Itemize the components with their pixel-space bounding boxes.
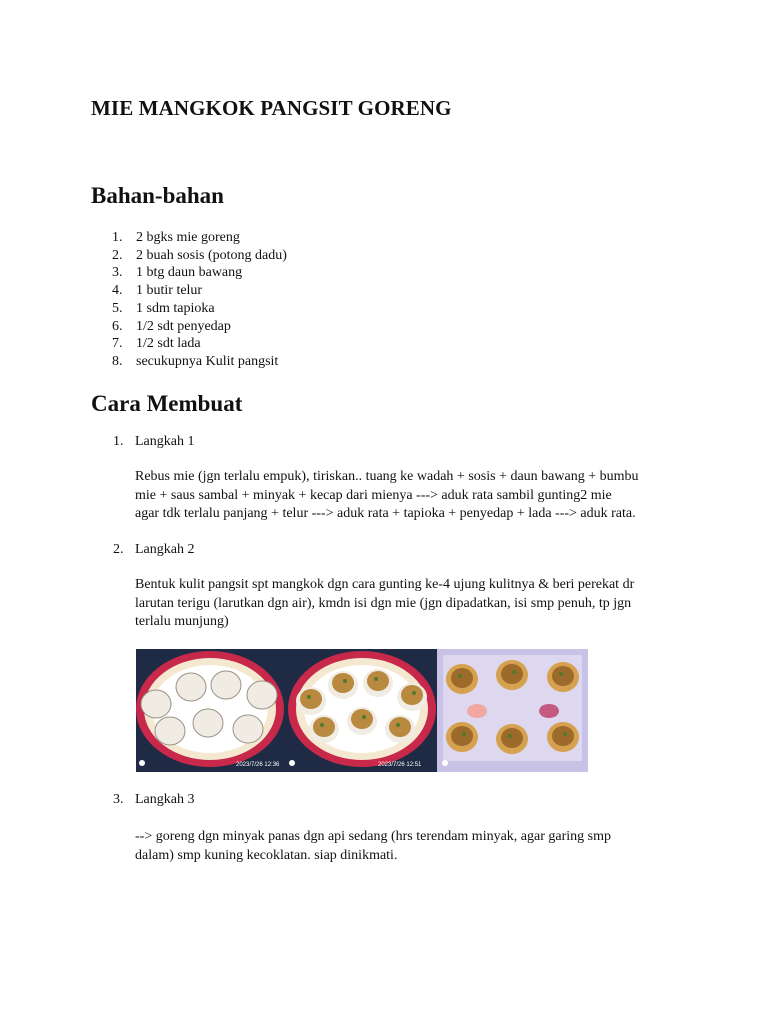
- list-number: 6.: [112, 318, 123, 334]
- photo-fried-cups: [437, 649, 588, 772]
- ingredient-text: 1 butir telur: [136, 283, 203, 299]
- method-heading: Cara Membuat: [91, 391, 243, 416]
- recipe-title: MIE MANGKOK PANGSIT GORENG: [91, 96, 452, 120]
- step-number: 3.: [113, 792, 124, 807]
- ingredient-item: [100, 247, 287, 265]
- step-number: 1.: [113, 434, 124, 449]
- ingredient-text: secukupnya Kulit pangsit: [136, 353, 279, 369]
- ingredient-item: [100, 335, 287, 353]
- step-label: [113, 792, 194, 808]
- step-label: [113, 542, 194, 558]
- step-description: [135, 828, 695, 865]
- step-text-line: agar tdk terlalu panjang + telur ---> aduk rata + tapioka + penyedap + lada ---> aduk rata.: [135, 506, 636, 521]
- list-number: 5.: [112, 300, 123, 316]
- step-title: Langkah 3: [135, 792, 195, 807]
- ingredients-list: [100, 229, 287, 371]
- photo-timestamp: 2023/7/26 12:51: [378, 762, 422, 768]
- ingredient-item: [100, 318, 287, 336]
- ingredient-text: 1/2 sdt penyedap: [136, 318, 231, 334]
- ingredient-item: [100, 229, 287, 247]
- step-text-line: larutan terigu (larutkan dgn air), kmdn isi dgn mie (jgn dipadatkan, isi smp penuh, tp jgn: [135, 595, 632, 611]
- photo-empty-wrappers: [136, 649, 286, 772]
- ingredient-text: 2 buah sosis (potong dadu): [136, 247, 287, 263]
- list-number: 3.: [112, 265, 123, 281]
- step-text-line: mie + saus sambal + minyak + kecap dari mienya ---> aduk rata sambil gunting2 mie: [135, 487, 612, 503]
- step-text-line: terlalu munjung): [135, 614, 229, 629]
- step-description: [135, 468, 695, 524]
- photo-filled-cups: [286, 649, 437, 772]
- ingredient-item: [100, 264, 287, 282]
- step-number: 2.: [113, 542, 124, 557]
- ingredient-text: 1 sdm tapioka: [136, 300, 215, 316]
- step-description: [135, 576, 695, 632]
- list-number: 2.: [112, 247, 123, 263]
- ingredient-text: 2 bgks mie goreng: [136, 230, 240, 245]
- step-text-line: Rebus mie (jgn terlalu empuk), tiriskan.. tuang ke wadah + sosis + daun bawang + bumbu: [135, 469, 639, 484]
- step-title: Langkah 2: [135, 542, 195, 557]
- step-label: [113, 434, 194, 450]
- photo-timestamp: 2023/7/26 12:36: [236, 762, 280, 768]
- list-number: 1.: [112, 230, 123, 245]
- ingredient-item: [100, 353, 287, 371]
- step-photo-collage: [136, 649, 588, 772]
- ingredient-text: 1 btg daun bawang: [136, 265, 243, 281]
- list-number: 7.: [112, 336, 123, 352]
- list-number: 8.: [112, 353, 123, 369]
- step-title: Langkah 1: [135, 434, 195, 449]
- step-text-line: dalam) smp kuning kecoklatan. siap dinikmati.: [135, 847, 398, 863]
- ingredient-text: 1/2 sdt lada: [136, 336, 201, 352]
- ingredients-heading: Bahan-bahan: [91, 183, 224, 208]
- ingredient-item: [100, 282, 287, 300]
- ingredient-item: [100, 300, 287, 318]
- step-text-line: --> goreng dgn minyak panas dgn api sedang (hrs terendam minyak, agar garing smp: [135, 829, 611, 844]
- list-number: 4.: [112, 283, 123, 299]
- step-text-line: Bentuk kulit pangsit spt mangkok dgn cara gunting ke-4 ujung kulitnya & beri perekat dr: [135, 577, 635, 592]
